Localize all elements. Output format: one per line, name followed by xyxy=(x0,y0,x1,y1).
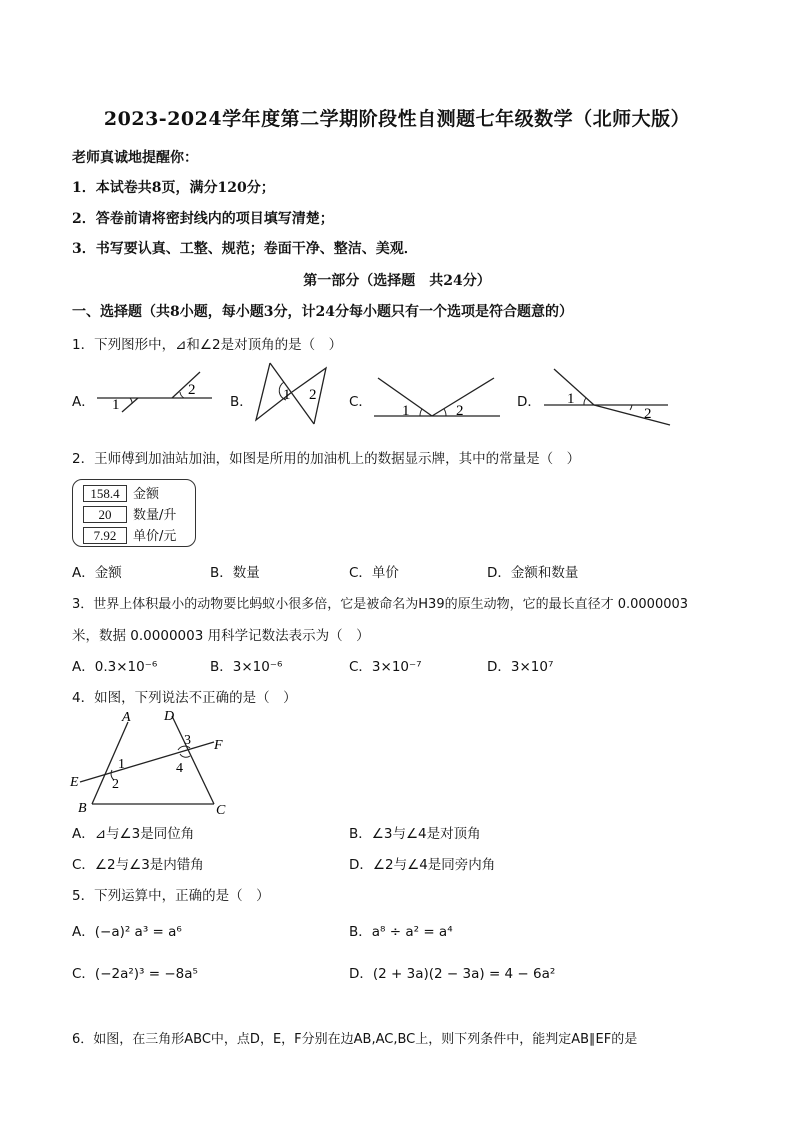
q1d-label-2: 2 xyxy=(644,406,652,422)
q1-figure-b xyxy=(248,358,340,428)
q1b-label-1: 1 xyxy=(283,387,291,403)
pump-quantity-value: 20 xyxy=(83,506,127,523)
pump-quantity-label: 数量/升 xyxy=(133,508,177,523)
q4-label-4: 4 xyxy=(176,761,183,776)
q1-stem: 1．下列图形中，⊿和∠2是对顶角的是（ ） xyxy=(72,337,343,353)
q3-option-a[interactable]: A．0.3×10⁻⁶ xyxy=(72,659,158,675)
q3-option-d[interactable]: D．3×10⁷ xyxy=(487,659,554,675)
q2-option-c[interactable]: C．单价 xyxy=(349,565,399,581)
q2-option-d[interactable]: D．金额和数量 xyxy=(487,565,579,581)
pump-row-price xyxy=(83,525,176,542)
q5-stem: 5．下列运算中，正确的是（ ） xyxy=(72,888,270,904)
q2-option-b[interactable]: B．数量 xyxy=(210,565,260,581)
q3-option-b[interactable]: B．3×10⁻⁶ xyxy=(210,659,283,675)
q1d-label-1: 1 xyxy=(567,391,575,407)
q5-option-b[interactable]: B．a⁸ ÷ a² = a⁴ xyxy=(349,924,453,940)
reminder-item-2: 2．答卷前请将密封线内的项目填写清楚； xyxy=(72,211,334,227)
reminder-item-1: 1．本试卷共8页，满分120分； xyxy=(72,180,275,196)
q6-stem: 6．如图，在三角形ABC中，点D，E，F分别在边AB,AC,BC上，则下列条件中，能判定AB∥EF的是 xyxy=(72,1032,638,1047)
q3-stem-line1: 3．世界上体积最小的动物要比蚂蚁小很多倍，它是被命名为H39的原生动物，它的最长直径才 0.0000003 xyxy=(72,597,689,612)
pump-amount-label: 金额 xyxy=(133,487,160,502)
section1-heading: 一、选择题（共8小题，每小题3分，计24分每小题只有一个选项是符合题意的） xyxy=(72,304,573,320)
q4-option-b[interactable]: B．∠3与∠4是对顶角 xyxy=(349,826,481,842)
q1-figure-a xyxy=(92,365,217,415)
q4-label-3: 3 xyxy=(184,733,191,748)
q4-option-c[interactable]: C．∠2与∠3是内错角 xyxy=(72,857,204,873)
q1-option-b[interactable]: B． xyxy=(230,394,253,410)
q4-stem: 4．如图，下列说法不正确的是（ ） xyxy=(72,690,297,706)
pump-display xyxy=(72,479,196,547)
q3-option-c[interactable]: C．3×10⁻⁷ xyxy=(349,659,422,675)
pump-row-amount xyxy=(83,483,159,500)
reminder-heading: 老师真诚地提醒你： xyxy=(72,150,198,166)
pump-price-value: 7.92 xyxy=(83,527,127,544)
q4-label-D: D xyxy=(164,709,175,724)
q4-label-F: F xyxy=(214,738,223,753)
q1-figure-d xyxy=(540,365,675,427)
q1-figure-c xyxy=(370,372,505,420)
q4-figure xyxy=(66,706,246,818)
pump-price-label: 单价/元 xyxy=(133,529,177,544)
q4-option-a[interactable]: A．⊿与∠3是同位角 xyxy=(72,826,195,842)
pump-amount-value: 158.4 xyxy=(83,485,127,502)
q1-option-c[interactable]: C． xyxy=(349,394,372,410)
page-title: 2023-2024学年度第二学期阶段性自测题七年级数学（北师大版） xyxy=(103,108,691,130)
q5-option-a[interactable]: A．(−a)² a³ = a⁶ xyxy=(72,924,182,940)
part1-heading: 第一部分（选择题 共24分） xyxy=(303,273,491,289)
q1-option-a[interactable]: A． xyxy=(72,394,95,410)
q2-stem: 2．王师傅到加油站加油，如图是所用的加油机上的数据显示牌，其中的常量是（ ） xyxy=(72,451,581,467)
pump-row-quantity xyxy=(83,504,176,521)
q4-label-A: A xyxy=(122,710,131,725)
q1c-label-2: 2 xyxy=(456,403,464,419)
q5-option-d[interactable]: D．(2 + 3a)(2 − 3a) = 4 − 6a² xyxy=(349,966,556,982)
q3-stem-line2: 米，数据 0.0000003 用科学记数法表示为（ ） xyxy=(72,628,370,644)
q1a-label-2: 2 xyxy=(188,382,196,398)
q4-option-d[interactable]: D．∠2与∠4是同旁内角 xyxy=(349,857,496,873)
q1c-label-1: 1 xyxy=(402,403,410,419)
reminder-item-3: 3．书写要认真、工整、规范；卷面干净、整洁、美观． xyxy=(72,241,418,257)
q4-label-E: E xyxy=(70,775,79,790)
q1a-label-1: 1 xyxy=(112,397,120,413)
q1b-label-2: 2 xyxy=(309,387,317,403)
q4-label-B: B xyxy=(78,801,87,816)
q4-label-1: 1 xyxy=(118,757,125,772)
q1-option-d[interactable]: D． xyxy=(517,394,541,410)
q5-option-c[interactable]: C．(−2a²)³ = −8a⁵ xyxy=(72,966,198,982)
q4-label-2: 2 xyxy=(112,777,119,792)
q2-option-a[interactable]: A．金额 xyxy=(72,565,122,581)
q4-label-C: C xyxy=(216,803,226,818)
